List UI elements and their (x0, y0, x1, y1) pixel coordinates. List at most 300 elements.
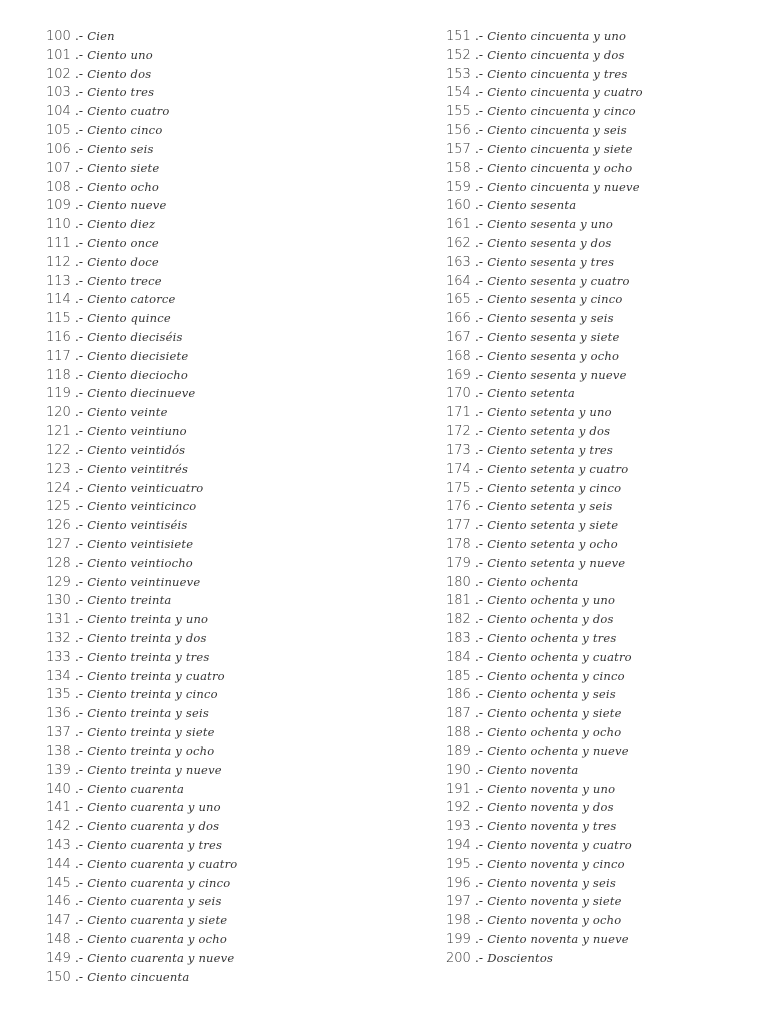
entry-number: 191 (446, 781, 471, 797)
entry-words: Ciento noventa y cuatro (487, 837, 632, 852)
entry-words: Ciento treinta y siete (87, 725, 215, 740)
entry-number: 176 (446, 499, 471, 515)
entry-words: Ciento setenta y ocho (487, 536, 618, 551)
entry-number: 183 (446, 631, 471, 646)
number-entry (446, 46, 766, 65)
entry-separator: .- (74, 104, 84, 119)
entry-words: Ciento treinta y dos (87, 631, 207, 645)
entry-number: 145 (46, 875, 71, 891)
number-entry (46, 46, 376, 65)
entry-number: 172 (446, 424, 471, 440)
number-entry (446, 159, 766, 178)
entry-words: Ciento cuarenta y cuatro (87, 856, 238, 871)
right-number-column (446, 27, 766, 968)
entry-number: 146 (46, 894, 71, 910)
entry-separator: .- (74, 913, 84, 928)
entry-number: 175 (446, 480, 471, 496)
entry-words: Ciento noventa y seis (487, 875, 616, 890)
number-entry (46, 422, 376, 441)
entry-words: Ciento cincuenta y seis (487, 123, 627, 138)
entry-number: 134 (46, 668, 71, 684)
number-entry (46, 309, 376, 328)
entry-number: 130 (46, 593, 71, 609)
number-entry (46, 27, 376, 46)
number-entry (46, 704, 376, 723)
entry-words: Ciento cuarenta y ocho (87, 932, 227, 946)
entry-separator: .- (474, 706, 484, 721)
entry-separator: .- (474, 480, 484, 495)
number-entry (46, 949, 376, 968)
number-entry (46, 234, 376, 253)
entry-number: 160 (446, 198, 471, 214)
entry-number: 167 (446, 330, 471, 345)
entry-words: Ciento cincuenta y cinco (487, 104, 636, 119)
entry-words: Ciento seis (87, 141, 154, 156)
entry-words: Ciento ochenta y uno (487, 593, 616, 608)
number-entry (446, 309, 766, 328)
entry-number: 173 (446, 442, 471, 458)
number-entry (46, 121, 376, 140)
number-entry (446, 535, 766, 554)
entry-separator: .- (474, 913, 484, 928)
number-entry (446, 178, 766, 197)
number-entry (446, 516, 766, 535)
number-entry (446, 27, 766, 46)
entry-words: Ciento veintiuno (87, 424, 187, 439)
entry-words: Ciento cincuenta y ocho (487, 160, 633, 175)
number-entry (46, 723, 376, 742)
entry-separator: .- (474, 179, 484, 194)
number-entry (446, 892, 766, 911)
number-entry (46, 629, 376, 648)
entry-separator: .- (74, 160, 84, 175)
entry-words: Ciento veinticuatro (87, 480, 204, 495)
number-entry (46, 290, 376, 309)
entry-number: 122 (46, 442, 71, 458)
entry-number: 180 (446, 574, 471, 590)
entry-separator: .- (474, 762, 484, 777)
number-entry (46, 328, 376, 347)
entry-separator: .- (74, 29, 84, 43)
entry-separator: .- (474, 499, 484, 514)
entry-number: 182 (446, 612, 471, 628)
entry-separator: .- (74, 461, 84, 476)
number-entry (46, 573, 376, 592)
number-entry (46, 102, 376, 121)
number-entry (446, 780, 766, 799)
entry-words: Ciento diecisiete (87, 348, 189, 363)
entry-separator: .- (474, 235, 484, 250)
entry-words: Ciento tres (87, 85, 155, 100)
entry-words: Ciento cincuenta y tres (487, 66, 628, 81)
number-entry (46, 610, 376, 629)
number-entry (446, 121, 766, 140)
number-entry (446, 855, 766, 874)
entry-number: 119 (46, 386, 71, 402)
number-entry (446, 65, 766, 84)
number-entry (46, 667, 376, 686)
entry-number: 192 (446, 800, 471, 816)
entry-words: Ciento noventa y siete (487, 894, 622, 909)
number-entry (446, 384, 766, 403)
number-entry (46, 460, 376, 479)
entry-number: 138 (46, 743, 71, 759)
entry-words: Ciento quince (87, 311, 171, 326)
number-entry (46, 836, 376, 855)
number-entry (446, 479, 766, 498)
entry-words: Ciento veintinueve (87, 574, 201, 589)
entry-number: 129 (46, 574, 71, 590)
entry-number: 196 (446, 875, 471, 891)
entry-separator: .- (74, 894, 84, 909)
entry-separator: .- (474, 273, 484, 288)
number-entry (46, 968, 376, 987)
entry-separator: .- (74, 424, 84, 439)
number-entry (46, 215, 376, 234)
entry-words: Ciento veintitrés (87, 461, 189, 476)
entry-separator: .- (474, 424, 484, 439)
entry-number: 170 (446, 386, 471, 402)
entry-separator: .- (74, 668, 84, 683)
entry-number: 171 (446, 405, 471, 421)
entry-words: Ciento setenta y nueve (487, 555, 626, 570)
entry-separator: .- (74, 932, 84, 946)
number-entry (46, 140, 376, 159)
entry-words: Ciento treinta y nueve (87, 762, 222, 777)
number-entry (46, 347, 376, 366)
number-entry (446, 573, 766, 592)
entry-number: 194 (446, 837, 471, 853)
number-entry (446, 272, 766, 291)
entry-separator: .- (74, 367, 84, 382)
entry-separator: .- (74, 141, 84, 156)
number-entry (46, 479, 376, 498)
entry-separator: .- (74, 47, 84, 62)
number-entry (446, 930, 766, 949)
number-entry (46, 817, 376, 836)
entry-number: 104 (46, 104, 71, 120)
entry-words: Ciento cuarenta y siete (87, 913, 228, 928)
entry-words: Ciento cuarenta (87, 781, 185, 796)
entry-separator: .- (474, 386, 484, 401)
entry-separator: .- (74, 330, 84, 344)
entry-number: 148 (46, 932, 71, 947)
entry-words: Ciento cincuenta y nueve (487, 179, 640, 194)
number-entry (46, 855, 376, 874)
number-entry (446, 441, 766, 460)
number-entry (446, 554, 766, 573)
entry-number: 123 (46, 461, 71, 477)
entry-words: Ciento noventa y cinco (487, 856, 625, 871)
entry-number: 141 (46, 800, 71, 816)
number-entry (46, 591, 376, 610)
entry-separator: .- (74, 649, 84, 664)
entry-separator: .- (74, 875, 84, 890)
entry-number: 166 (446, 311, 471, 327)
entry-words: Ciento ochenta y ocho (487, 725, 622, 740)
entry-separator: .- (74, 950, 84, 965)
entry-number: 118 (46, 367, 71, 383)
entry-number: 159 (446, 179, 471, 195)
entry-separator: .- (474, 66, 484, 81)
entry-number: 140 (46, 781, 71, 797)
entry-words: Ciento noventa y nueve (487, 932, 629, 946)
entry-words: Ciento setenta (487, 386, 575, 401)
number-entry (446, 290, 766, 309)
number-entry (446, 723, 766, 742)
entry-number: 103 (46, 85, 71, 101)
entry-number: 164 (446, 273, 471, 289)
entry-separator: .- (74, 273, 84, 288)
entry-words: Ciento sesenta y uno (487, 217, 613, 232)
entry-words: Ciento sesenta y cuatro (487, 273, 630, 288)
entry-number: 137 (46, 725, 71, 741)
entry-number: 135 (46, 687, 71, 703)
entry-separator: .- (474, 405, 484, 420)
number-entry (46, 648, 376, 667)
entry-number: 132 (46, 631, 71, 646)
entry-words: Ciento noventa y ocho (487, 913, 622, 928)
left-number-column (46, 27, 376, 986)
entry-number: 187 (446, 706, 471, 722)
entry-number: 108 (46, 179, 71, 195)
number-entry (446, 629, 766, 648)
number-entry (46, 892, 376, 911)
number-entry (46, 65, 376, 84)
entry-separator: .- (74, 442, 84, 457)
entry-separator: .- (74, 706, 84, 721)
number-entry (446, 497, 766, 516)
entry-words: Ciento ochenta y seis (487, 687, 616, 702)
number-entry (46, 742, 376, 761)
entry-words: Ciento sesenta y seis (487, 311, 614, 326)
entry-number: 174 (446, 461, 471, 477)
entry-separator: .- (474, 649, 484, 664)
entry-separator: .- (474, 160, 484, 175)
entry-words: Ciento sesenta y cinco (487, 292, 623, 307)
entry-number: 157 (446, 141, 471, 157)
entry-separator: .- (474, 330, 484, 344)
entry-words: Ciento cuarenta y tres (87, 837, 223, 852)
entry-separator: .- (74, 555, 84, 570)
entry-words: Ciento veinticinco (87, 499, 197, 514)
entry-number: 163 (446, 254, 471, 270)
entry-words: Ciento cincuenta y siete (487, 141, 633, 156)
entry-number: 115 (46, 311, 71, 327)
number-entry (446, 836, 766, 855)
entry-words: Ciento ochenta (487, 574, 579, 589)
entry-separator: .- (74, 856, 84, 871)
entry-number: 154 (446, 85, 471, 101)
entry-separator: .- (474, 47, 484, 62)
entry-separator: .- (474, 367, 484, 382)
entry-number: 143 (46, 837, 71, 853)
entry-separator: .- (474, 631, 484, 645)
entry-words: Ciento cincuenta y cuatro (487, 85, 643, 100)
entry-words: Ciento ochenta y cuatro (487, 649, 632, 664)
entry-words: Ciento sesenta y siete (487, 330, 620, 344)
entry-number: 117 (46, 348, 71, 364)
entry-number: 112 (46, 254, 71, 270)
entry-number: 155 (446, 104, 471, 120)
entry-number: 114 (46, 292, 71, 308)
entry-number: 162 (446, 235, 471, 251)
entry-separator: .- (474, 292, 484, 307)
number-entry (446, 460, 766, 479)
number-entry (446, 817, 766, 836)
entry-words: Ciento noventa y uno (487, 781, 616, 796)
number-entry (446, 366, 766, 385)
entry-number: 190 (446, 762, 471, 778)
entry-number: 101 (46, 47, 71, 63)
entry-separator: .- (74, 612, 84, 627)
number-entry (446, 234, 766, 253)
number-entry (446, 347, 766, 366)
entry-words: Ciento once (87, 235, 159, 250)
entry-words: Ciento setenta y cinco (487, 480, 622, 495)
entry-number: 178 (446, 536, 471, 552)
entry-separator: .- (474, 819, 484, 834)
number-entry (46, 497, 376, 516)
entry-separator: .- (474, 668, 484, 683)
entry-words: Ciento setenta y seis (487, 499, 613, 514)
number-entry (46, 535, 376, 554)
entry-number: 181 (446, 593, 471, 609)
entry-words: Ciento sesenta y ocho (487, 348, 620, 363)
entry-separator: .- (474, 781, 484, 796)
entry-separator: .- (74, 687, 84, 702)
number-entry (46, 366, 376, 385)
entry-words: Ciento nueve (87, 198, 167, 213)
entry-words: Ciento treinta y ocho (87, 743, 215, 758)
number-entry (446, 328, 766, 347)
number-entry (446, 704, 766, 723)
entry-number: 100 (46, 29, 71, 44)
entry-separator: .- (74, 254, 84, 269)
entry-number: 193 (446, 819, 471, 835)
entry-number: 106 (46, 141, 71, 157)
entry-separator: .- (474, 348, 484, 363)
number-entry (46, 196, 376, 215)
entry-words: Ciento cuarenta y nueve (87, 950, 235, 965)
entry-number: 149 (46, 950, 71, 966)
entry-words: Doscientos (487, 950, 554, 965)
entry-number: 125 (46, 499, 71, 515)
entry-words: Ciento treinta y seis (87, 706, 209, 721)
entry-number: 158 (446, 160, 471, 176)
entry-words: Ciento treinta y cuatro (87, 668, 225, 683)
entry-words: Ciento cuarenta y dos (87, 819, 220, 834)
entry-number: 107 (46, 160, 71, 176)
number-entry (446, 874, 766, 893)
entry-separator: .- (74, 574, 84, 589)
number-entry (446, 911, 766, 930)
entry-number: 113 (46, 273, 71, 289)
entry-words: Ciento diez (87, 217, 156, 232)
entry-number: 105 (46, 123, 71, 139)
entry-number: 199 (446, 932, 471, 947)
number-entry (446, 591, 766, 610)
entry-separator: .- (74, 235, 84, 250)
entry-separator: .- (474, 894, 484, 909)
number-entry (46, 83, 376, 102)
number-entry (46, 780, 376, 799)
entry-words: Ciento ochenta y dos (487, 612, 614, 627)
entry-number: 198 (446, 913, 471, 929)
entry-separator: .- (74, 518, 84, 533)
entry-words: Ciento treinta y tres (87, 649, 210, 664)
entry-number: 165 (446, 292, 471, 308)
entry-words: Ciento veinte (87, 405, 168, 420)
entry-words: Ciento diecinueve (87, 386, 196, 401)
entry-separator: .- (74, 499, 84, 514)
entry-separator: .- (474, 612, 484, 627)
number-entry (446, 140, 766, 159)
entry-separator: .- (474, 875, 484, 890)
number-entry (446, 761, 766, 780)
entry-words: Ciento dieciocho (87, 367, 189, 382)
entry-separator: .- (74, 631, 84, 645)
entry-separator: .- (474, 311, 484, 326)
entry-separator: .- (74, 762, 84, 777)
entry-separator: .- (74, 292, 84, 307)
entry-number: 189 (446, 743, 471, 759)
entry-words: Ciento sesenta y dos (487, 235, 612, 250)
entry-number: 102 (46, 66, 71, 82)
entry-separator: .- (74, 480, 84, 495)
entry-number: 161 (446, 217, 471, 233)
number-entry (46, 159, 376, 178)
entry-words: Ciento cincuenta y dos (487, 47, 625, 62)
entry-words: Ciento trece (87, 273, 162, 288)
entry-number: 184 (446, 649, 471, 665)
number-entry (46, 272, 376, 291)
entry-number: 120 (46, 405, 71, 421)
entry-number: 126 (46, 518, 71, 534)
entry-words: Ciento siete (87, 160, 160, 175)
entry-words: Ciento noventa y dos (487, 800, 614, 815)
entry-words: Ciento veintiocho (87, 555, 193, 570)
entry-words: Ciento noventa (487, 762, 579, 777)
entry-number: 139 (46, 762, 71, 778)
entry-separator: .- (474, 837, 484, 852)
number-entry (446, 196, 766, 215)
entry-number: 169 (446, 367, 471, 383)
entry-separator: .- (474, 536, 484, 551)
entry-separator: .- (474, 574, 484, 589)
entry-number: 186 (446, 687, 471, 703)
entry-separator: .- (474, 85, 484, 100)
number-entry (46, 798, 376, 817)
number-entry (46, 685, 376, 704)
entry-number: 200 (446, 950, 471, 966)
number-entry (46, 178, 376, 197)
number-entry (46, 911, 376, 930)
entry-words: Ciento veintiséis (87, 518, 188, 533)
entry-words: Ciento dos (87, 66, 152, 81)
number-entry (446, 403, 766, 422)
entry-words: Ciento ochenta y tres (487, 631, 617, 645)
number-entry (446, 742, 766, 761)
entry-separator: .- (474, 518, 484, 533)
entry-separator: .- (474, 856, 484, 871)
entry-separator: .- (74, 85, 84, 100)
entry-separator: .- (474, 141, 484, 156)
number-entry (446, 610, 766, 629)
entry-separator: .- (74, 198, 84, 213)
entry-number: 179 (446, 555, 471, 571)
entry-number: 116 (46, 330, 71, 345)
